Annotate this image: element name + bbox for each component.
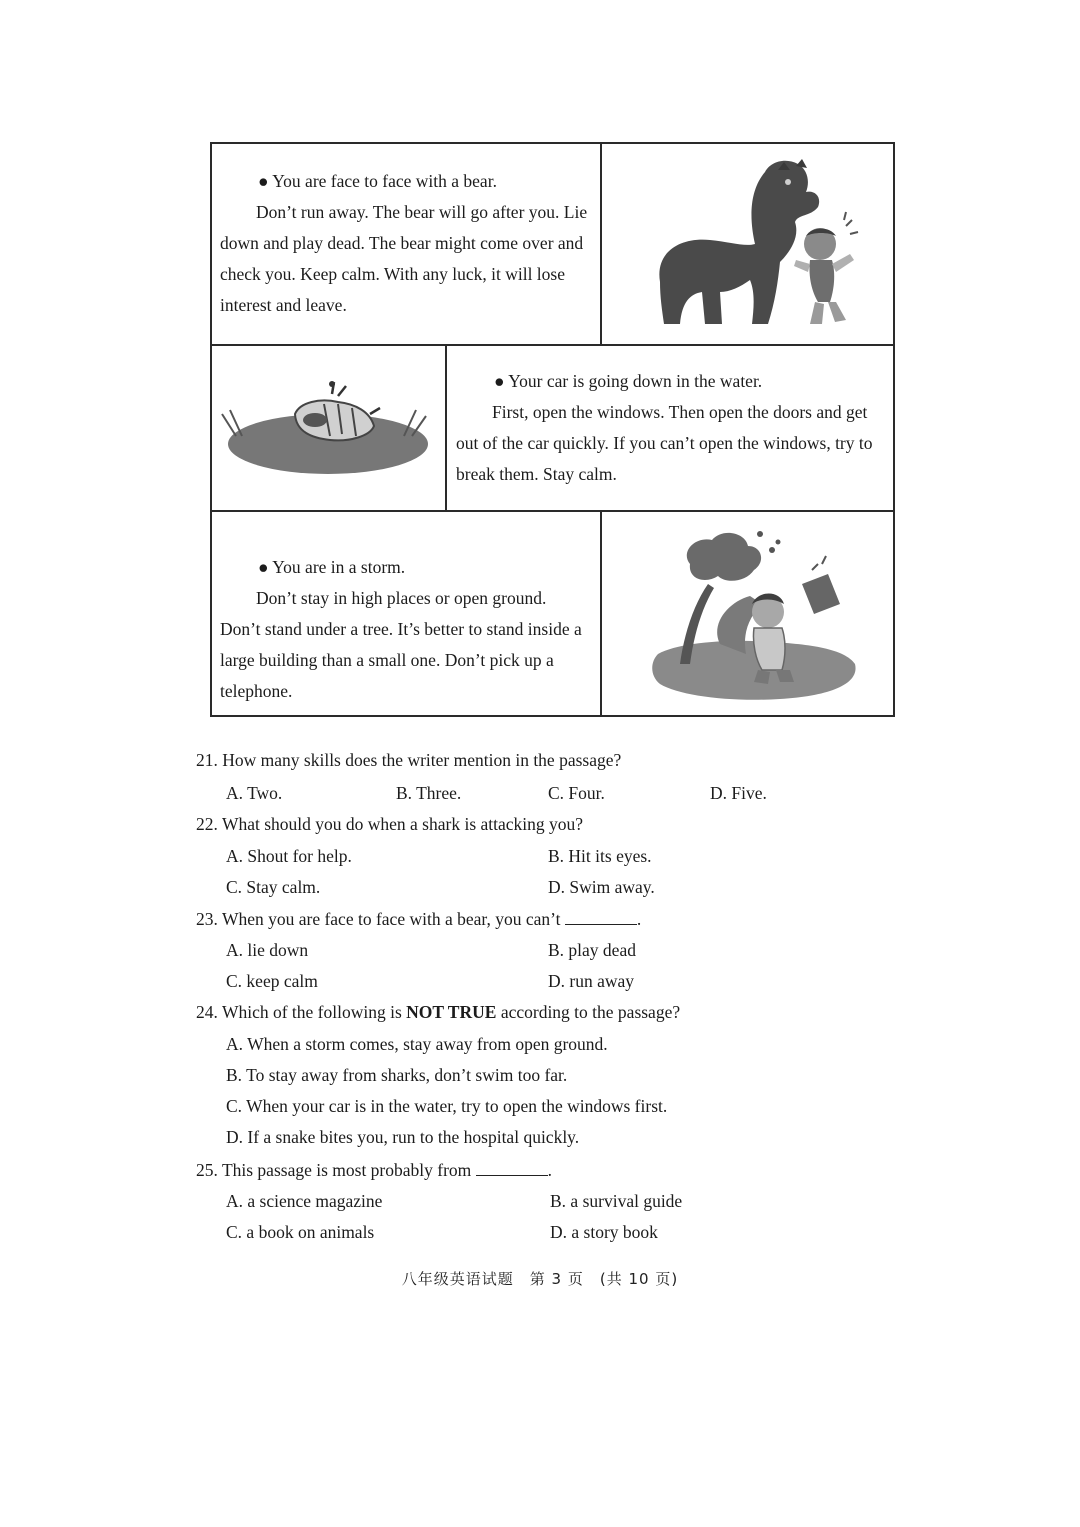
survival-tips-table [210, 142, 895, 717]
column-divider [445, 344, 447, 512]
option-a[interactable]: A. Shout for help. [226, 846, 352, 866]
tip-heading: ● You are face to face with a bear. [258, 171, 497, 191]
option-d[interactable]: D. run away [548, 971, 635, 991]
tip-heading: ● Your car is going down in the water. [494, 371, 763, 391]
answer-blank[interactable] [476, 1159, 548, 1176]
option-d[interactable]: D. Five. [710, 783, 767, 803]
tip-body: First, open the windows. Then open the doors and get out of the car quickly. If you can’t open the windows, try to break them. Stay calm. [456, 402, 873, 484]
question-text: This passage is most probably from [221, 1160, 472, 1180]
option-a[interactable]: A. Two. [226, 783, 283, 803]
question-22 [196, 814, 583, 835]
option-b[interactable]: B. To stay away from sharks, don’t swim too far. [226, 1065, 568, 1085]
row-divider [210, 344, 895, 346]
question-21 [196, 750, 621, 771]
question-text: What should you do when a shark is attacking you? [221, 814, 584, 834]
page-footer: 八年级英语试题 第 3 页 (共 10 页) [401, 1270, 679, 1288]
option-b[interactable]: B. play dead [548, 940, 636, 960]
option-d[interactable]: D. Swim away. [548, 877, 655, 897]
question-text-end: according to the passage? [500, 1002, 681, 1022]
row-divider [210, 510, 895, 512]
question-number: 25. [196, 1160, 218, 1180]
storm-boy-illustration-icon [650, 524, 870, 709]
question-emphasis: NOT TRUE [406, 1002, 497, 1022]
bear-attack-illustration-icon [650, 152, 880, 337]
question-24 [196, 1002, 680, 1023]
answer-blank[interactable] [565, 908, 637, 925]
question-text-end: . [636, 909, 642, 929]
option-c[interactable]: C. a book on animals [226, 1222, 375, 1242]
question-text: When you are face to face with a bear, you can’t [221, 909, 561, 929]
option-b[interactable]: B. Three. [396, 783, 462, 803]
question-number: 21. [196, 750, 218, 770]
option-a[interactable]: A. a science magazine [226, 1191, 383, 1211]
question-number: 24. [196, 1002, 218, 1022]
question-text-end: . [547, 1160, 553, 1180]
option-c[interactable]: C. Four. [548, 783, 605, 803]
tip-storm [220, 552, 590, 707]
column-divider [600, 142, 602, 346]
option-a[interactable]: A. lie down [226, 940, 309, 960]
option-b[interactable]: B. a survival guide [550, 1191, 683, 1211]
question-23 [196, 908, 641, 930]
question-25 [196, 1159, 552, 1181]
option-c[interactable]: C. Stay calm. [226, 877, 321, 897]
question-text: Which of the following is [221, 1002, 402, 1022]
tip-body: Don’t stay in high places or open ground. Don’t stand under a tree. It’s better to stand inside a large building than a small one. Don’t pick up a telephone. [220, 588, 582, 701]
column-divider [600, 510, 602, 717]
tip-body: Don’t run away. The bear will go after you. Lie down and play dead. The bear might come over and check you. Keep calm. With any luck, it will lose interest and leave. [220, 202, 588, 315]
question-number: 23. [196, 909, 218, 929]
question-text: How many skills does the writer mention in the passage? [222, 750, 622, 770]
tip-heading: ● You are in a storm. [258, 557, 406, 577]
option-b[interactable]: B. Hit its eyes. [548, 846, 652, 866]
tip-car [456, 366, 886, 490]
option-c[interactable]: C. keep calm [226, 971, 318, 991]
sinking-car-illustration-icon [220, 374, 438, 484]
option-a[interactable]: A. When a storm comes, stay away from open ground. [226, 1034, 608, 1054]
tip-bear [220, 166, 590, 321]
question-number: 22. [196, 814, 218, 834]
option-d[interactable]: D. a story book [550, 1222, 658, 1242]
option-c[interactable]: C. When your car is in the water, try to open the windows first. [226, 1096, 668, 1116]
option-d[interactable]: D. If a snake bites you, run to the hospital quickly. [226, 1127, 580, 1147]
